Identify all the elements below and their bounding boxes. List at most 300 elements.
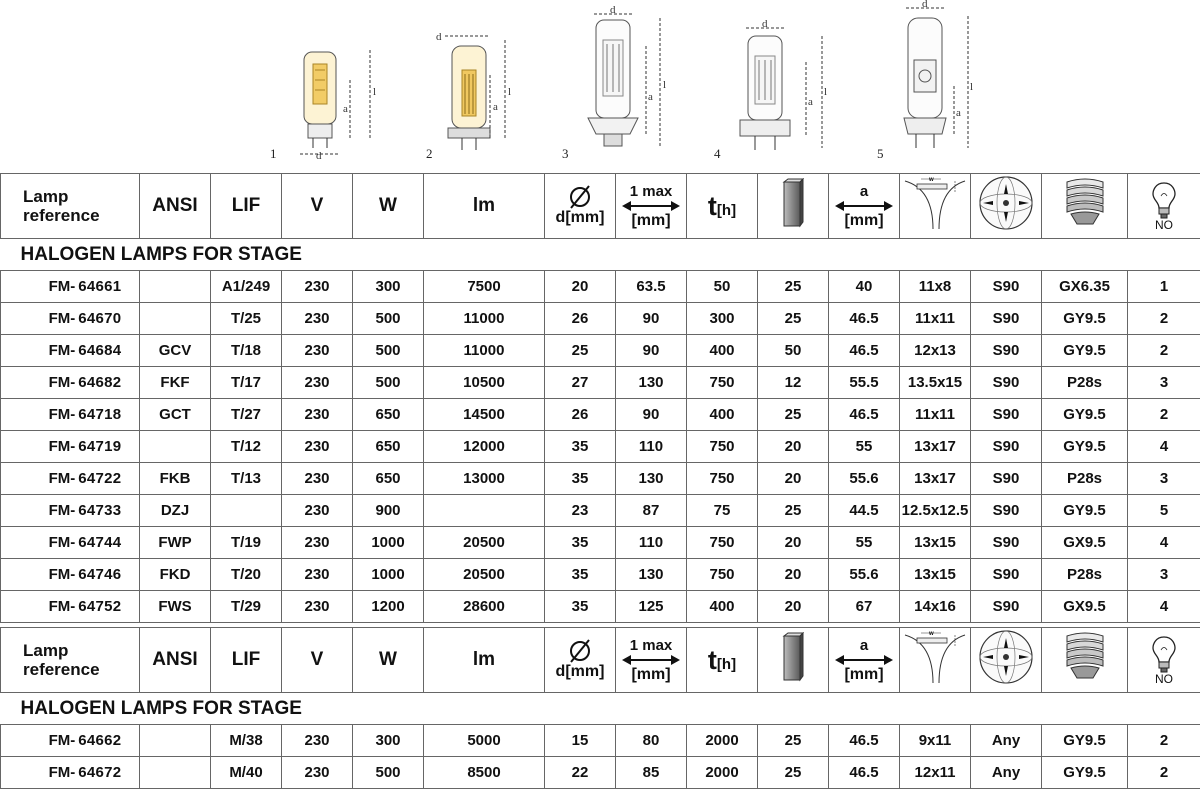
lamp-reference-prefix: FM- [48,470,76,487]
lumen-cell: 28600 [424,591,545,623]
header-lamp-reference-line2: reference [23,660,100,679]
table-row [1,463,1200,495]
table-header-row [1,174,1200,239]
base-cell: GY9.5 [1042,303,1128,335]
wattage-cell: 300 [353,271,424,303]
burning-position-globe-icon [977,174,1035,232]
filament-size-cell: 12x13 [900,335,971,367]
header-burning-position [971,628,1042,693]
voltage-cell: 230 [282,335,353,367]
header-length-max [616,174,687,239]
base-cell: P28s [1042,463,1128,495]
voltage-cell: 230 [282,431,353,463]
lamp-reference-prefix: FM- [48,406,76,423]
table-row [1,431,1200,463]
light-centre-cell: 46.5 [829,303,900,335]
dim-label-a-5: a [956,107,961,119]
filament-size-cell: 13x15 [900,527,971,559]
lamp-reference-prefix: FM- [48,278,76,295]
figure-number-cell: 2 [1128,725,1200,757]
dim-label-a-2: a [493,101,498,113]
svg-text:w: w [929,631,934,637]
shaded-block-icon [782,178,804,228]
lamp-reference-number: 64746 [78,566,122,583]
length-cell: 90 [616,303,687,335]
table-row [1,527,1200,559]
filament-size-cell: 13x17 [900,463,971,495]
lamp-reference-number: 64684 [78,342,122,359]
double-arrow-icon [622,200,680,212]
light-centre-cell: 55.6 [829,559,900,591]
table-row [1,559,1200,591]
header-burning-position [971,174,1042,239]
burning-position-cell: Any [971,757,1042,789]
length-cell: 90 [616,399,687,431]
base-cell: GY9.5 [1042,725,1128,757]
header-filament [900,628,971,693]
life-cell: 400 [687,591,758,623]
header-figure-number-label: NO [1155,218,1173,232]
header-block [758,628,829,693]
dim-label-d-3: d [610,4,616,16]
figure-number-cell: 3 [1128,367,1200,399]
life-cell: 400 [687,399,758,431]
block-value-cell: 20 [758,591,829,623]
wattage-cell: 650 [353,399,424,431]
filament-size-cell: 12x11 [900,757,971,789]
wattage-cell: 650 [353,431,424,463]
wattage-cell: 1000 [353,559,424,591]
life-cell: 400 [687,335,758,367]
header-light-centre-label: a [859,182,869,200]
lumen-cell: 10500 [424,367,545,399]
dim-label-d-2: d [436,31,442,43]
voltage-cell: 230 [282,271,353,303]
dim-label-l-1: l [373,86,377,98]
ansi-cell: FKF [140,367,211,399]
burning-position-cell: S90 [971,559,1042,591]
base-cell: GY9.5 [1042,757,1128,789]
figure-number-cell: 2 [1128,399,1200,431]
light-centre-cell: 55 [829,431,900,463]
dim-label-l-3: l [663,79,667,91]
dim-label-l-5: l [970,81,974,93]
length-cell: 110 [616,527,687,559]
diameter-icon [567,639,593,663]
block-value-cell: 20 [758,431,829,463]
figure-number-5: 5 [877,146,884,161]
lamp-reference-prefix: FM- [48,502,76,519]
burning-position-cell: S90 [971,527,1042,559]
header-ansi: ANSI [140,628,211,693]
length-cell: 90 [616,335,687,367]
block-value-cell: 25 [758,725,829,757]
life-cell: 750 [687,559,758,591]
header-voltage: V [282,174,353,239]
lamp-reference-number: 64744 [78,534,122,551]
lamp-reference-cell [1,399,140,431]
light-centre-cell: 55 [829,527,900,559]
double-arrow-icon [835,654,893,666]
table-row [1,303,1200,335]
life-cell: 750 [687,527,758,559]
header-voltage: V [282,628,353,693]
lamp-reference-cell [1,303,140,335]
header-block [758,174,829,239]
voltage-cell: 230 [282,495,353,527]
diameter-cell: 27 [545,367,616,399]
ansi-cell [140,271,211,303]
voltage-cell: 230 [282,399,353,431]
block-value-cell: 12 [758,367,829,399]
lumen-cell: 11000 [424,303,545,335]
base-cell: GX9.5 [1042,591,1128,623]
wattage-cell: 500 [353,335,424,367]
lumen-cell: 20500 [424,559,545,591]
lamp-reference-number: 64752 [78,598,122,615]
figure-number-cell: 3 [1128,559,1200,591]
wattage-cell: 500 [353,303,424,335]
life-cell: 750 [687,431,758,463]
life-cell: 2000 [687,757,758,789]
lif-cell [211,495,282,527]
dim-label-d-5: d [922,0,928,10]
base-cell: GY9.5 [1042,399,1128,431]
header-figure-number [1128,628,1200,693]
header-base [1042,628,1128,693]
burning-position-cell: S90 [971,431,1042,463]
wattage-cell: 1200 [353,591,424,623]
header-lamp-reference-line2: reference [23,206,100,225]
ansi-cell [140,303,211,335]
diameter-cell: 20 [545,271,616,303]
figure-number-4: 4 [714,146,721,161]
burning-position-cell: S90 [971,303,1042,335]
base-cell: P28s [1042,367,1128,399]
lumen-cell: 11000 [424,335,545,367]
figure-number-cell: 4 [1128,431,1200,463]
ansi-cell: FWP [140,527,211,559]
header-length-max-label: 1 max [629,636,673,654]
burning-position-cell: S90 [971,399,1042,431]
diameter-cell: 15 [545,725,616,757]
dim-label-a-3: a [648,91,653,103]
spec-table-1 [0,173,1200,623]
lamp-figure-5 [904,8,968,148]
header-lumen: lm [424,628,545,693]
header-light-centre [829,174,900,239]
life-cell: 750 [687,367,758,399]
block-value-cell: 25 [758,271,829,303]
life-cell: 750 [687,463,758,495]
lamp-figure-4 [740,28,822,150]
filament-reflector-icon [903,175,967,231]
diameter-cell: 26 [545,303,616,335]
header-wattage: W [353,628,424,693]
block-value-cell: 20 [758,559,829,591]
header-length-unit: [mm] [631,211,671,229]
burning-position-cell: Any [971,725,1042,757]
light-centre-cell: 55.6 [829,463,900,495]
length-cell: 63.5 [616,271,687,303]
voltage-cell: 230 [282,757,353,789]
lamp-reference-cell [1,367,140,399]
section-title-row [1,693,1200,725]
table-row [1,271,1200,303]
lamp-reference-number: 64672 [78,764,122,781]
filament-size-cell: 13x17 [900,431,971,463]
header-lamp-reference [1,174,140,239]
dim-label-a-1: a [343,103,348,115]
voltage-cell: 230 [282,591,353,623]
lamp-reference-prefix: FM- [48,438,76,455]
lif-cell: T/29 [211,591,282,623]
section-title: HALOGEN LAMPS FOR STAGE [1,693,1200,725]
base-cell: GY9.5 [1042,431,1128,463]
lif-cell: T/17 [211,367,282,399]
length-cell: 130 [616,559,687,591]
diameter-cell: 25 [545,335,616,367]
lamp-reference-cell [1,559,140,591]
table-row [1,495,1200,527]
lif-cell: M/40 [211,757,282,789]
ansi-cell [140,725,211,757]
figure-number-cell: 5 [1128,495,1200,527]
burning-position-cell: S90 [971,271,1042,303]
header-filament [900,174,971,239]
spec-table-1-body [1,174,1200,623]
lif-cell: M/38 [211,725,282,757]
lamp-reference-cell [1,431,140,463]
header-ansi: ANSI [140,174,211,239]
voltage-cell: 230 [282,463,353,495]
lamp-reference-prefix: FM- [48,534,76,551]
diameter-cell: 35 [545,591,616,623]
lamp-reference-number: 64733 [78,502,122,519]
diameter-cell: 22 [545,757,616,789]
header-length-unit: [mm] [631,665,671,683]
table-row [1,399,1200,431]
filament-reflector-icon [903,629,967,685]
lamp-reference-cell [1,527,140,559]
ansi-cell: FKD [140,559,211,591]
header-light-centre-unit: [mm] [844,211,884,229]
header-diameter [545,628,616,693]
dim-label-d-1: d [316,150,322,162]
lamp-base-socket-icon [1063,178,1107,228]
header-life-unit: [h] [716,201,737,219]
header-life [687,174,758,239]
header-diameter-label: d[mm] [555,209,605,226]
length-cell: 125 [616,591,687,623]
dim-label-l-2: l [508,86,512,98]
lamp-figure-3 [588,14,660,146]
life-cell: 2000 [687,725,758,757]
burning-position-globe-icon [977,628,1035,686]
burning-position-cell: S90 [971,495,1042,527]
lamp-reference-cell [1,463,140,495]
diameter-cell: 23 [545,495,616,527]
lamp-reference-prefix: FM- [48,764,76,781]
block-value-cell: 25 [758,399,829,431]
wattage-cell: 650 [353,463,424,495]
ansi-cell: DZJ [140,495,211,527]
length-cell: 110 [616,431,687,463]
dim-label-a-4: a [808,96,813,108]
dim-label-l-4: l [824,86,828,98]
light-centre-cell: 44.5 [829,495,900,527]
wattage-cell: 300 [353,725,424,757]
lamp-reference-number: 64661 [78,278,122,295]
table-row [1,335,1200,367]
table-row [1,725,1200,757]
life-cell: 50 [687,271,758,303]
lamp-reference-number: 64682 [78,374,122,391]
header-light-centre [829,628,900,693]
filament-size-cell: 14x16 [900,591,971,623]
block-value-cell: 50 [758,335,829,367]
lamp-reference-number: 64719 [78,438,122,455]
life-cell: 75 [687,495,758,527]
lamp-reference-cell [1,725,140,757]
filament-size-cell: 9x11 [900,725,971,757]
filament-size-cell: 12.5x12.5 [900,495,971,527]
lamp-reference-number: 64662 [78,732,122,749]
lamp-figure-2 [445,36,505,150]
light-centre-cell: 67 [829,591,900,623]
base-cell: GX9.5 [1042,527,1128,559]
header-lamp-reference [1,628,140,693]
burning-position-cell: S90 [971,591,1042,623]
lumen-cell: 20500 [424,527,545,559]
voltage-cell: 230 [282,725,353,757]
header-life-symbol: t [707,190,717,221]
length-cell: 85 [616,757,687,789]
lumen-cell: 7500 [424,271,545,303]
header-lamp-reference-line1: Lamp [23,187,69,206]
figure-number-cell: 1 [1128,271,1200,303]
table-row [1,757,1200,789]
lamp-reference-prefix: FM- [48,732,76,749]
light-centre-cell: 55.5 [829,367,900,399]
light-bulb-icon [1151,635,1177,673]
figure-number-3: 3 [562,146,569,161]
section-title: HALOGEN LAMPS FOR STAGE [1,239,1200,271]
filament-size-cell: 11x11 [900,399,971,431]
filament-size-cell: 11x11 [900,303,971,335]
figure-number-cell: 3 [1128,463,1200,495]
filament-size-cell: 13x15 [900,559,971,591]
block-value-cell: 25 [758,495,829,527]
filament-size-cell: 11x8 [900,271,971,303]
figure-number-2: 2 [426,146,433,161]
lamp-drawings-svg [0,0,1200,168]
header-figure-number [1128,174,1200,239]
light-centre-cell: 46.5 [829,399,900,431]
lamp-figure-1 [300,50,370,154]
header-life-symbol: t [707,644,717,675]
double-arrow-icon [622,654,680,666]
diameter-cell: 35 [545,463,616,495]
ansi-cell: FKB [140,463,211,495]
header-life [687,628,758,693]
table-row [1,367,1200,399]
wattage-cell: 1000 [353,527,424,559]
lamp-reference-prefix: FM- [48,342,76,359]
block-value-cell: 25 [758,303,829,335]
diameter-cell: 26 [545,399,616,431]
lif-cell: T/12 [211,431,282,463]
voltage-cell: 230 [282,303,353,335]
shaded-block-icon [782,632,804,682]
base-cell: GX6.35 [1042,271,1128,303]
light-centre-cell: 46.5 [829,757,900,789]
burning-position-cell: S90 [971,335,1042,367]
block-value-cell: 20 [758,463,829,495]
header-lif: LIF [211,174,282,239]
lamp-reference-number: 64718 [78,406,122,423]
double-arrow-icon [835,200,893,212]
lif-cell: T/13 [211,463,282,495]
diameter-cell: 35 [545,527,616,559]
light-centre-cell: 46.5 [829,725,900,757]
light-bulb-icon [1151,181,1177,219]
lamp-reference-cell [1,335,140,367]
lif-cell: T/20 [211,559,282,591]
voltage-cell: 230 [282,367,353,399]
lumen-cell: 12000 [424,431,545,463]
base-cell: GY9.5 [1042,495,1128,527]
figure-number-cell: 2 [1128,335,1200,367]
lumen-cell [424,495,545,527]
light-centre-cell: 40 [829,271,900,303]
length-cell: 87 [616,495,687,527]
wattage-cell: 500 [353,367,424,399]
spec-table-2 [0,627,1200,789]
header-lamp-reference-line1: Lamp [23,641,69,660]
lumen-cell: 8500 [424,757,545,789]
lif-cell: T/27 [211,399,282,431]
figure-number-1: 1 [270,146,277,161]
header-length-max-label: 1 max [629,182,673,200]
lif-cell: T/19 [211,527,282,559]
light-centre-cell: 46.5 [829,335,900,367]
table-row [1,591,1200,623]
ansi-cell [140,757,211,789]
lamp-reference-cell [1,757,140,789]
lamp-base-socket-icon [1063,632,1107,682]
base-cell: GY9.5 [1042,335,1128,367]
lamp-reference-prefix: FM- [48,310,76,327]
filament-size-cell: 13.5x15 [900,367,971,399]
burning-position-cell: S90 [971,367,1042,399]
burning-position-cell: S90 [971,463,1042,495]
ansi-cell: GCT [140,399,211,431]
header-base [1042,174,1128,239]
lamp-reference-number: 64722 [78,470,122,487]
wattage-cell: 500 [353,757,424,789]
lamp-reference-number: 64670 [78,310,122,327]
figure-number-cell: 4 [1128,591,1200,623]
diameter-cell: 35 [545,431,616,463]
block-value-cell: 25 [758,757,829,789]
lamp-drawings [0,0,1200,168]
lamp-reference-prefix: FM- [48,598,76,615]
life-cell: 300 [687,303,758,335]
lif-cell: T/25 [211,303,282,335]
length-cell: 130 [616,367,687,399]
lumen-cell: 5000 [424,725,545,757]
